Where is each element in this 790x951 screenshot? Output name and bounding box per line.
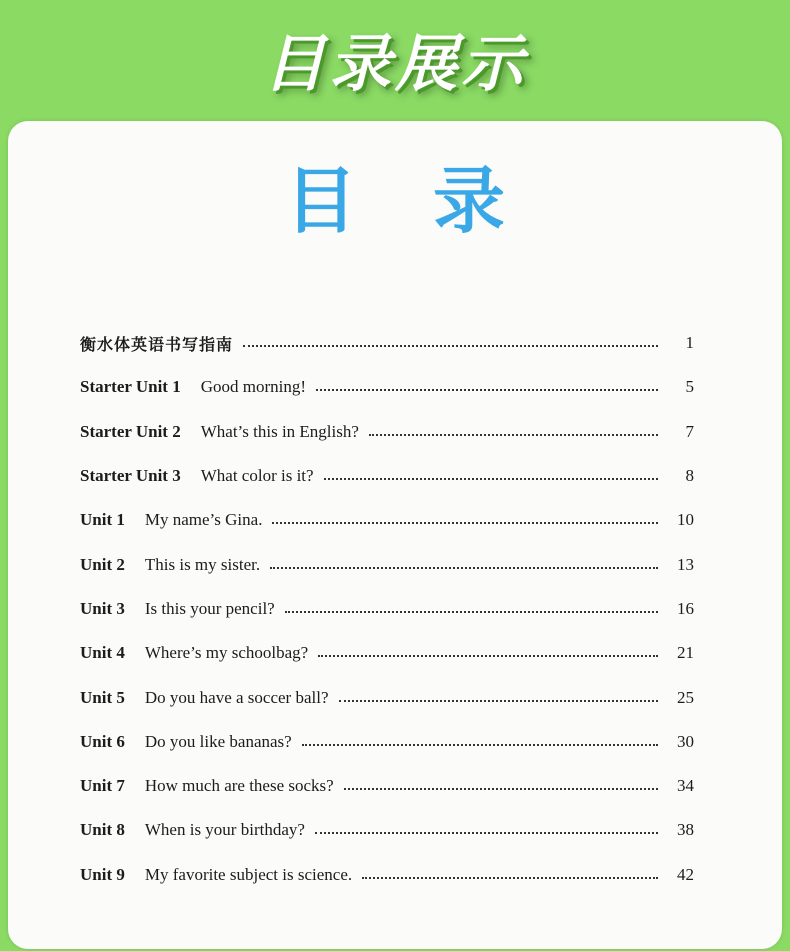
toc-entry-page: 21 [677,643,694,663]
toc-entry-label: Starter Unit 1 [80,377,181,397]
toc-entry-page: 38 [677,820,694,840]
dot-leader [369,434,658,436]
toc-entry [80,542,694,586]
toc-entry-page: 16 [677,598,694,618]
toc-entry-title: Good morning! [200,377,307,397]
toc-entry-page: 1 [685,333,694,353]
toc-entry-label: Unit 8 [80,820,125,840]
toc-entry-label: Unit 4 [80,643,125,663]
dot-leader [318,655,658,657]
toc-entry [80,631,694,675]
toc-entry-page: 13 [677,554,694,574]
toc-entry [80,365,694,409]
toc-heading: 目录 [284,159,581,243]
toc-entry-label: Unit 6 [80,731,125,751]
toc-entry [80,587,694,631]
toc-entry-title: My name’s Gina. [144,510,263,530]
dot-leader [339,700,659,702]
toc-entry-title: Where’s my schoolbag? [144,643,309,663]
toc-entry-title: How much are these socks? [144,776,334,796]
toc-entry-title: My favorite subject is science. [144,864,353,884]
dot-leader [243,345,658,347]
toc-entry-label: Unit 9 [80,864,125,884]
dot-leader [315,832,658,834]
dot-leader [324,478,658,480]
toc-entry [80,720,694,764]
toc-entry-page: 42 [677,864,694,884]
toc-entry-page: 8 [685,466,694,486]
toc-entry-page: 10 [677,510,694,530]
toc-entry-label: Starter Unit 3 [80,466,181,486]
dot-leader [316,389,658,391]
toc-entry [80,498,694,542]
toc-entry-title: Is this your pencil? [144,598,275,618]
dot-leader [362,877,658,879]
toc-entry-label: Unit 2 [80,554,125,574]
toc-entry-label: Unit 1 [80,510,125,530]
toc-entry-page: 30 [677,731,694,751]
toc-entry [80,410,694,454]
toc-entry-title: What color is it? [200,466,314,486]
toc-entry-page: 34 [677,776,694,796]
toc-entry-title: Do you have a soccer ball? [144,687,329,707]
dot-leader [344,788,658,790]
toc-entry-title: What’s this in English? [200,421,359,441]
toc-entry [80,454,694,498]
toc-entry-label: Unit 7 [80,776,125,796]
toc-entry [80,853,694,897]
toc-entry-title: Do you like bananas? [144,731,292,751]
toc-entry [80,808,694,852]
toc-entry [80,764,694,808]
book-page [8,121,782,949]
dot-leader [270,567,658,569]
toc-entry-page: 25 [677,687,694,707]
toc-entry-label: 衡水体英语书写指南 [80,334,234,354]
toc-entry-label: Unit 5 [80,687,125,707]
dot-leader [285,611,658,613]
toc-entry-title: This is my sister. [144,554,261,574]
toc-entry-label: Starter Unit 2 [80,421,181,441]
toc-entry-label: Unit 3 [80,598,125,618]
dot-leader [302,744,658,746]
toc-entry-page: 5 [685,377,694,397]
toc-entry-title: When is your birthday? [144,820,305,840]
banner-title: 目录展示 [262,27,527,100]
dot-leader [272,522,658,524]
toc-list [80,321,694,897]
toc-entry [80,321,694,365]
toc-entry [80,675,694,719]
toc-entry-page: 7 [685,421,694,441]
